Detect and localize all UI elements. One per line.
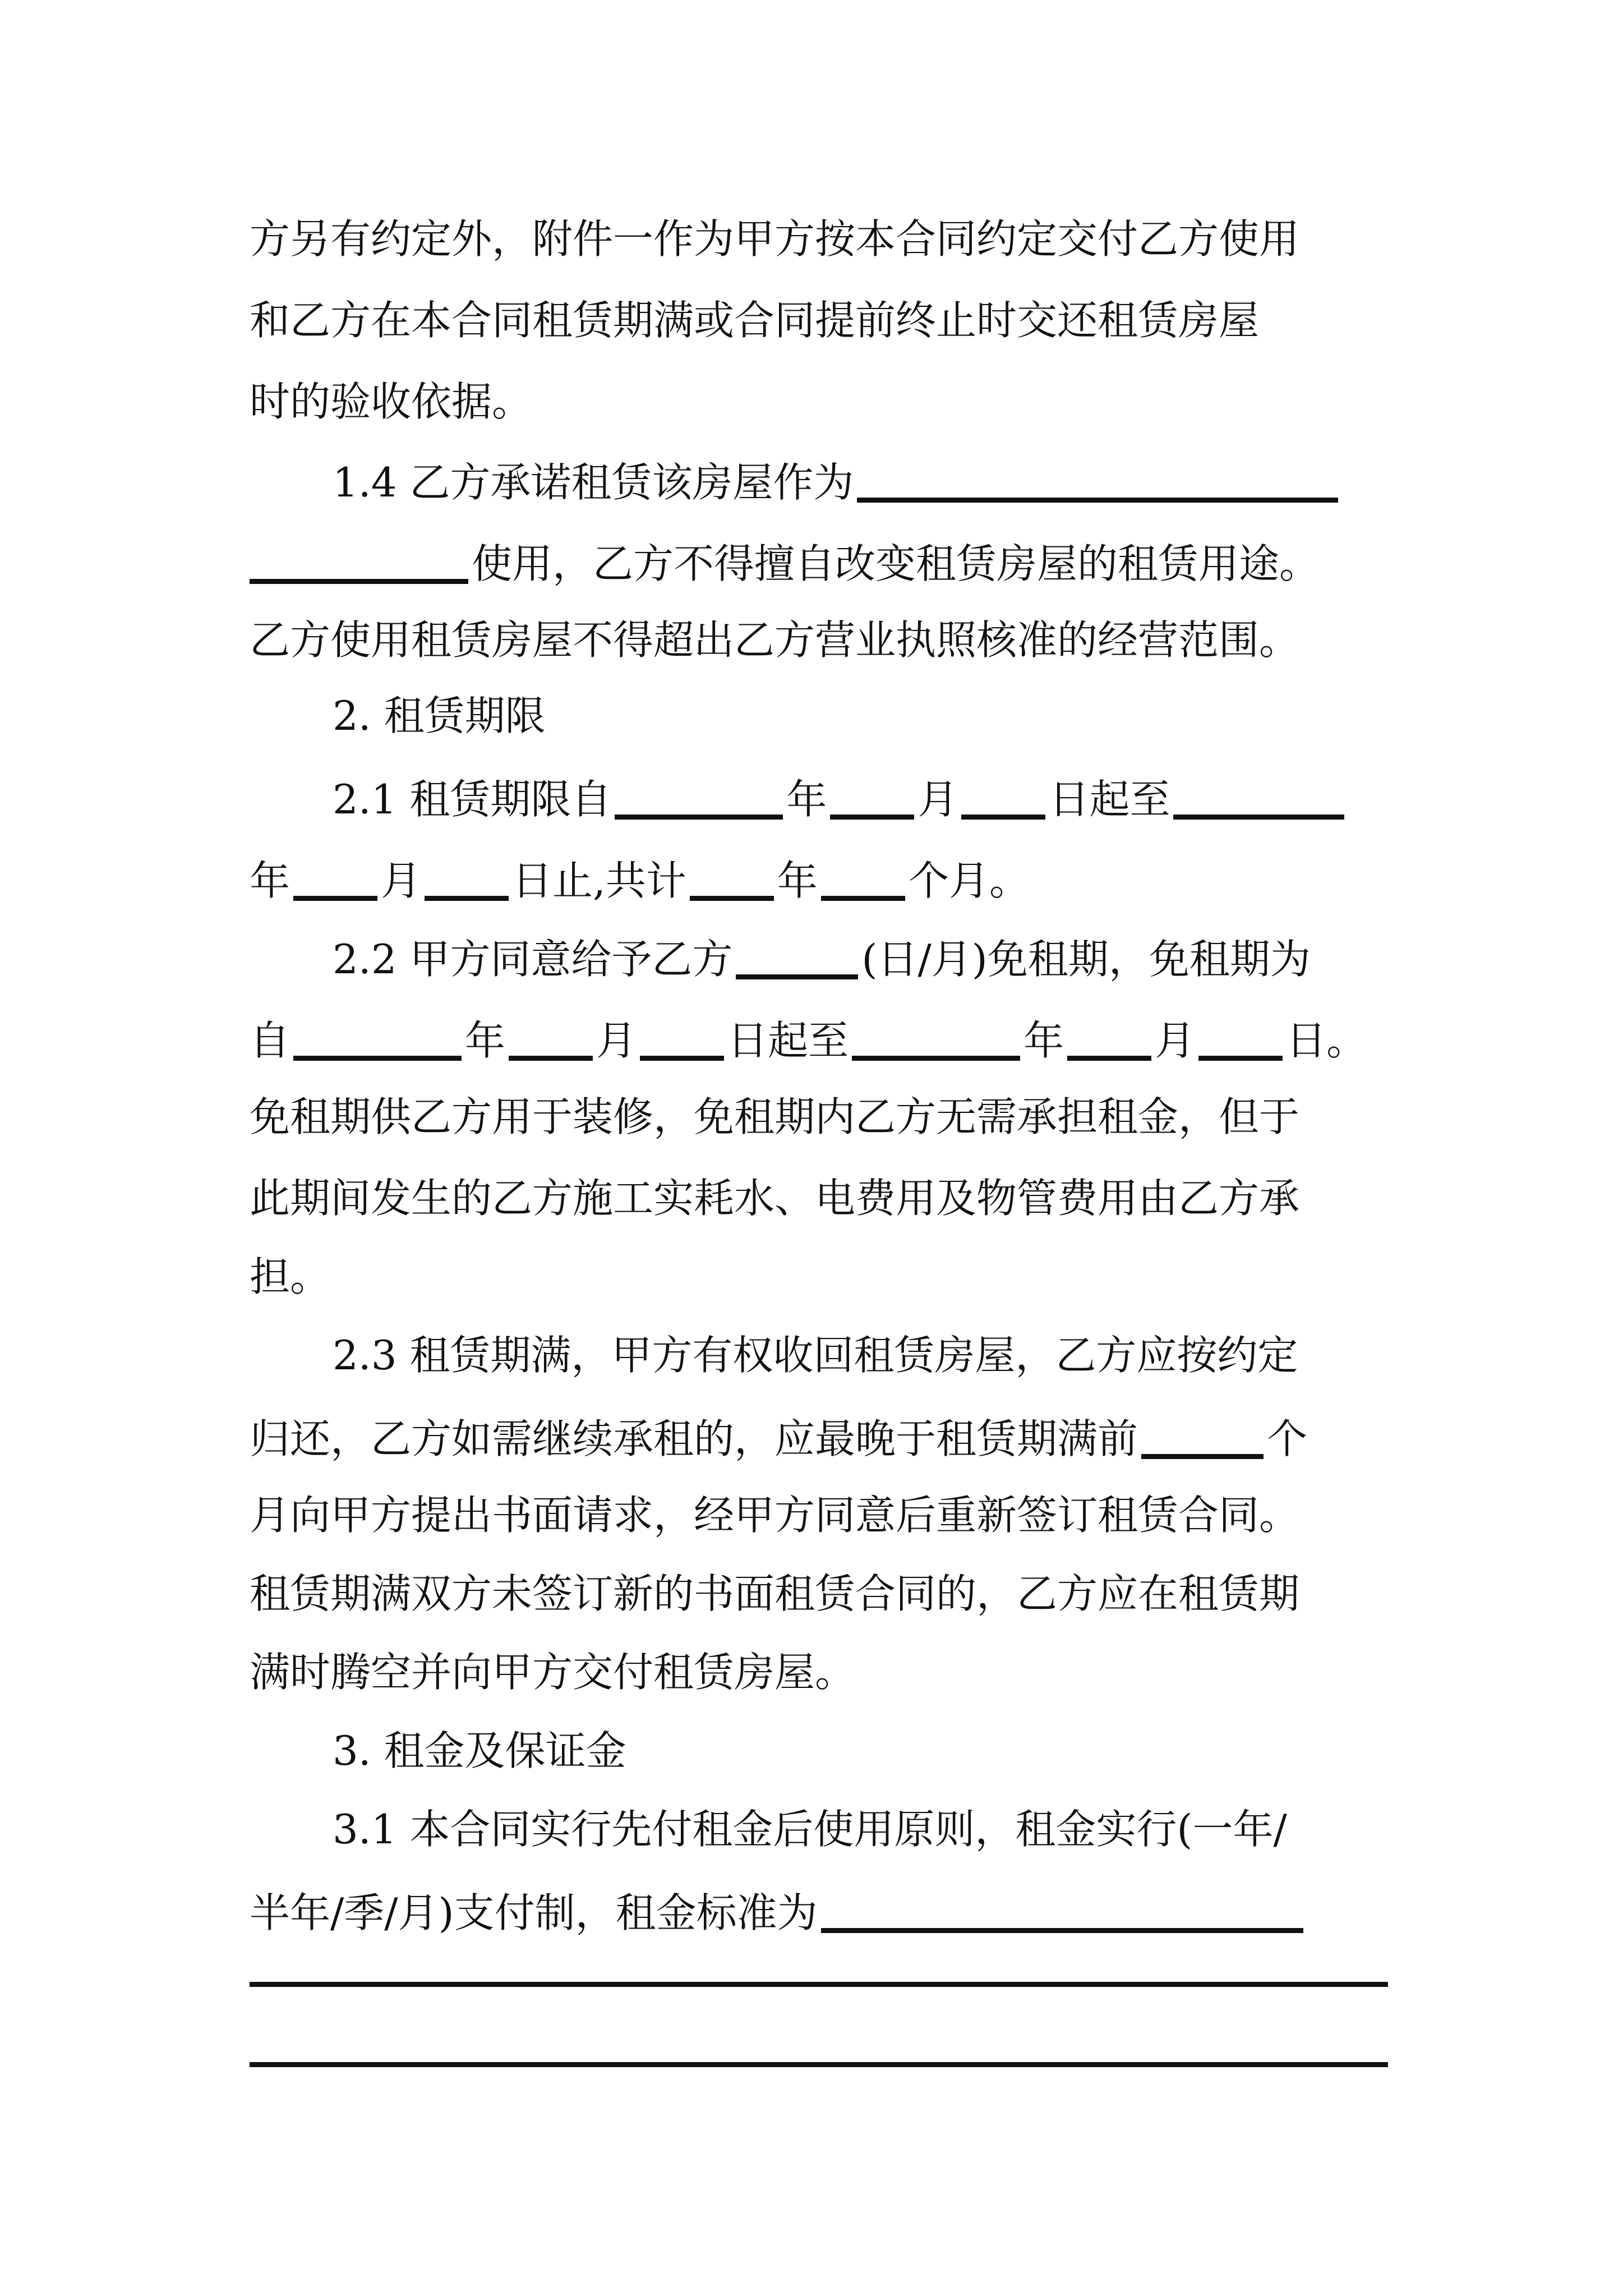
clause-text: 日止,共计 — [512, 857, 686, 904]
fill-blank — [1067, 1015, 1151, 1061]
fill-blank — [293, 1015, 462, 1061]
text-line — [333, 934, 1311, 983]
text-line — [250, 1649, 856, 1696]
clause-text: 2.1 租赁期限自 — [333, 776, 612, 823]
fill-blank — [250, 539, 468, 584]
fill-blank — [830, 774, 914, 820]
clause-text: 个 — [1267, 1415, 1308, 1462]
fill-blank — [690, 855, 774, 901]
paragraph-text: 乙方使用租赁房屋不得超出乙方营业执照核准的经营范围。 — [250, 616, 1300, 664]
text-line — [250, 1015, 1367, 1064]
fill-blank — [821, 855, 905, 901]
text-line — [333, 774, 1348, 823]
fill-blank — [1141, 1414, 1264, 1459]
fill-blank — [640, 1015, 724, 1061]
clause-text: 日起至 — [1049, 776, 1170, 823]
paragraph-text: 满时腾空并向甲方交付租赁房屋。 — [250, 1649, 856, 1696]
text-line — [250, 1175, 1300, 1222]
clause-text: 年 — [465, 1017, 506, 1064]
fill-blank — [961, 774, 1045, 820]
paragraph-text: 方另有约定外，附件一作为甲方按本合同约定交付乙方使用 — [250, 215, 1300, 263]
text-line — [250, 616, 1300, 664]
fill-blank — [821, 1888, 1303, 1933]
text-line — [250, 297, 1260, 344]
text-line — [333, 457, 1341, 506]
clause-text: 2.3 租赁期满，甲方有权收回租赁房屋，乙方应按约定 — [333, 1332, 1298, 1379]
clause-text: 年 — [786, 776, 827, 823]
paragraph-text: 和乙方在本合同租赁期满或合同提前终止时交还租赁房屋 — [250, 297, 1260, 344]
clause-text: 日。 — [1286, 1017, 1367, 1064]
paragraph-text: 免租期供乙方用于装修，免租期内乙方无需承担租金，但于 — [250, 1093, 1300, 1140]
clause-text: 年 — [250, 857, 291, 904]
clause-text: 半年/季/月)支付制，租金标准为 — [250, 1889, 818, 1936]
clause-text: 月 — [381, 857, 422, 904]
clause-text: (日/月)免租期，免租期为 — [861, 936, 1311, 983]
text-line — [333, 1806, 1287, 1853]
clause-text: 月 — [917, 776, 958, 823]
text-line — [250, 1093, 1300, 1140]
clause-text: 1.4 乙方承诺租赁该房屋作为 — [333, 459, 854, 506]
text-line — [250, 1414, 1308, 1462]
section-heading: 3. 租金及保证金 — [333, 1727, 626, 1774]
clause-text: 年 — [777, 857, 818, 904]
fill-blank — [1198, 1015, 1283, 1061]
clause-text: 月 — [596, 1017, 637, 1064]
clause-text: 月 — [1155, 1017, 1196, 1064]
fill-blank — [509, 1015, 593, 1061]
text-line — [250, 215, 1300, 263]
text-line — [333, 1332, 1298, 1379]
text-line — [250, 378, 533, 425]
paragraph-text: 时的验收依据。 — [250, 378, 533, 425]
clause-text: 2.2 甲方同意给予乙方 — [333, 936, 733, 983]
fill-blank — [615, 774, 783, 820]
fill-blank — [736, 934, 858, 979]
fill-blank-line — [250, 2062, 1388, 2067]
paragraph-text: 使用，乙方不得擅自改变租赁房屋的租赁用途。 — [472, 540, 1320, 587]
fill-blank-line — [250, 1982, 1388, 1987]
clause-text: 个月。 — [908, 857, 1030, 904]
text-line — [333, 692, 546, 739]
text-line — [250, 1492, 1300, 1539]
fill-blank — [857, 457, 1338, 503]
text-line — [250, 539, 1320, 587]
paragraph-text: 担。 — [250, 1253, 331, 1300]
clause-text: 日起至 — [727, 1017, 849, 1064]
fill-blank — [1173, 774, 1344, 820]
clause-text: 自 — [250, 1017, 291, 1064]
clause-text: 年 — [1023, 1017, 1064, 1064]
text-line — [250, 1888, 1307, 1936]
text-line — [250, 1570, 1300, 1617]
paragraph-text: 租赁期满双方未签订新的书面租赁合同的，乙方应在租赁期 — [250, 1570, 1300, 1617]
text-line — [250, 855, 1030, 904]
fill-blank — [852, 1015, 1020, 1061]
section-heading: 2. 租赁期限 — [333, 692, 546, 739]
fill-blank — [293, 855, 377, 901]
paragraph-text: 此期间发生的乙方施工实耗水、电费用及物管费用由乙方承 — [250, 1175, 1300, 1222]
text-line — [333, 1727, 626, 1774]
text-line — [250, 1253, 331, 1300]
fill-blank — [425, 855, 509, 901]
clause-text: 归还，乙方如需继续承租的，应最晚于租赁期满前 — [250, 1415, 1138, 1462]
clause-text: 3.1 本合同实行先付租金后使用原则，租金实行(一年/ — [333, 1806, 1287, 1853]
paragraph-text: 月向甲方提出书面请求，经甲方同意后重新签订租赁合同。 — [250, 1492, 1300, 1539]
